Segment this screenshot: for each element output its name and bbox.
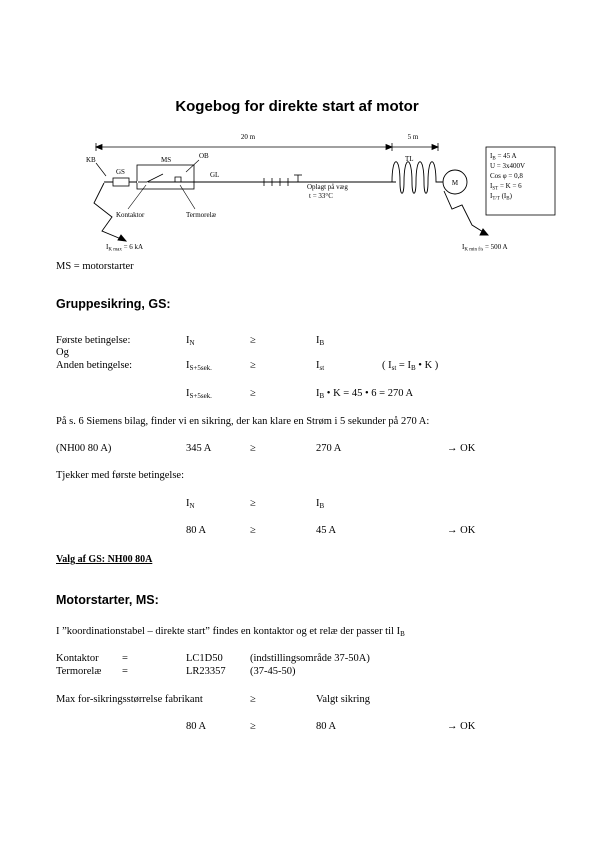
- r6-right: 45 A: [316, 525, 337, 536]
- thermal-relay-symbol: [172, 177, 194, 182]
- r4-left: 345 A: [186, 443, 212, 454]
- max-fuse-op: ≥: [250, 694, 256, 705]
- oplagt-label-2: t = 33°C: [309, 192, 333, 200]
- kontaktor-row-eq: =: [122, 653, 128, 664]
- circuit-diagram: [0, 125, 594, 265]
- r2-op: ≥: [250, 360, 256, 371]
- kontaktor-row-value: LC1D50: [186, 653, 223, 664]
- ms-definition: MS = motorstarter: [56, 261, 134, 272]
- termorele-row-value: LR23357: [186, 666, 226, 677]
- r5-right: $I_B$: [316, 498, 325, 510]
- r4-right: 270 A: [316, 443, 342, 454]
- r7-left: 80 A: [186, 721, 207, 732]
- r5-op: ≥: [250, 498, 256, 509]
- ik-min-lightning-arrow: [444, 191, 488, 235]
- dimension-5m: [392, 143, 438, 151]
- motor-label: M: [451, 179, 459, 187]
- wall-mount-symbol: [264, 175, 302, 186]
- r7-op: ≥: [250, 721, 256, 732]
- ik-min-label: $I_{K min f/s} = 500$ A: [462, 243, 508, 253]
- max-fuse-label: Max for-sikringsstørrelse fabrikant: [56, 694, 203, 705]
- r2-left: $I_{S+5sek.}$: [186, 360, 212, 372]
- ob-pointer: [186, 160, 199, 172]
- termorele-row-note: (37-45-50): [250, 666, 296, 677]
- box-line-ist: $I_{ST} = K = 6$: [490, 182, 522, 192]
- box-line-ib: $I_B = 45$ A: [490, 152, 517, 162]
- ms-label: MS: [161, 156, 172, 164]
- r5-left: $I_N$: [186, 498, 195, 510]
- box-line-cosphi: Cos φ = 0,8: [490, 172, 523, 180]
- r3-op: ≥: [250, 388, 256, 399]
- kb-pointer: [96, 163, 106, 176]
- tl-cable-coil: [392, 162, 443, 194]
- kontaktor-label: Kontaktor: [116, 211, 145, 219]
- kb-label: KB: [86, 156, 96, 164]
- r6-op: ≥: [250, 525, 256, 536]
- r1-right: $I_B$: [316, 335, 325, 347]
- check-label: Tjekker med første betingelse:: [56, 470, 184, 481]
- cond2-label: Anden betingelse:: [56, 360, 133, 371]
- section-heading-ms: Motorstarter, MS:: [56, 593, 159, 607]
- gl-label: GL: [210, 171, 220, 179]
- box-line-voltage: U = 3x400V: [490, 162, 526, 170]
- og-label: Og: [56, 347, 69, 358]
- termorele-row-label: Termorelæ: [56, 666, 102, 677]
- gs-selection: Valg af GS: NH00 80A: [56, 554, 153, 565]
- r4-op: ≥: [250, 443, 256, 454]
- dim-5m-label: 5 m: [407, 133, 419, 141]
- r1-op: ≥: [250, 335, 256, 346]
- r6-left: 80 A: [186, 525, 207, 536]
- cond1-label: Første betingelse:: [56, 335, 131, 346]
- box-line-itt: $I_{T/T}$ $(I_B)$: [490, 192, 512, 202]
- tl-label: TL: [405, 155, 414, 163]
- r4-ok: → OK: [447, 443, 476, 454]
- siemens-paragraph: På s. 6 Siemens bilag, finder vi en sikring, der kan klare en Strøm i 5 sekunder på 270 A:: [56, 416, 430, 427]
- r4-label: (NH00 80 A): [56, 443, 112, 454]
- oplagt-label-1: Oplagt på væg: [307, 183, 348, 191]
- ik-max-label: $I_{K max} = 6$ kA: [106, 243, 144, 253]
- r2-right: $I_{st}$: [316, 360, 325, 372]
- gs-label: GS: [116, 168, 125, 176]
- contactor-symbol: [137, 174, 172, 182]
- page-title: Kogebog for direkte start af motor: [175, 98, 419, 115]
- dimension-20m: [96, 143, 392, 151]
- fuse-symbol: [113, 178, 129, 186]
- r7-right: 80 A: [316, 721, 337, 732]
- r7-ok: → OK: [447, 721, 476, 732]
- koordination-paragraph: I ”koordinationstabel – direkte start” findes en kontaktor og et relæ der passer til $I_B$: [56, 626, 405, 638]
- kontaktor-row-note: (indstillingsområde 37-50A): [250, 653, 370, 664]
- kontaktor-row-label: Kontaktor: [56, 653, 99, 664]
- termorele-label: Termorelæ: [186, 211, 217, 219]
- r1-left: $I_N$: [186, 335, 195, 347]
- r6-ok: → OK: [447, 525, 476, 536]
- r2-note: ( $I_{st} = I_B$ • K ): [382, 360, 439, 372]
- ob-label: OB: [199, 152, 209, 160]
- termorele-row-eq: =: [122, 666, 128, 677]
- r3-left: $I_{S+5sek.}$: [186, 388, 212, 400]
- r3-right: $I_B$ • K = 45 • 6 = 270 A: [316, 388, 414, 400]
- section-heading-gs: Gruppesikring, GS:: [56, 297, 171, 311]
- valgt-sikring-label: Valgt sikring: [316, 694, 370, 705]
- dim-20m-label: 20 m: [240, 133, 256, 141]
